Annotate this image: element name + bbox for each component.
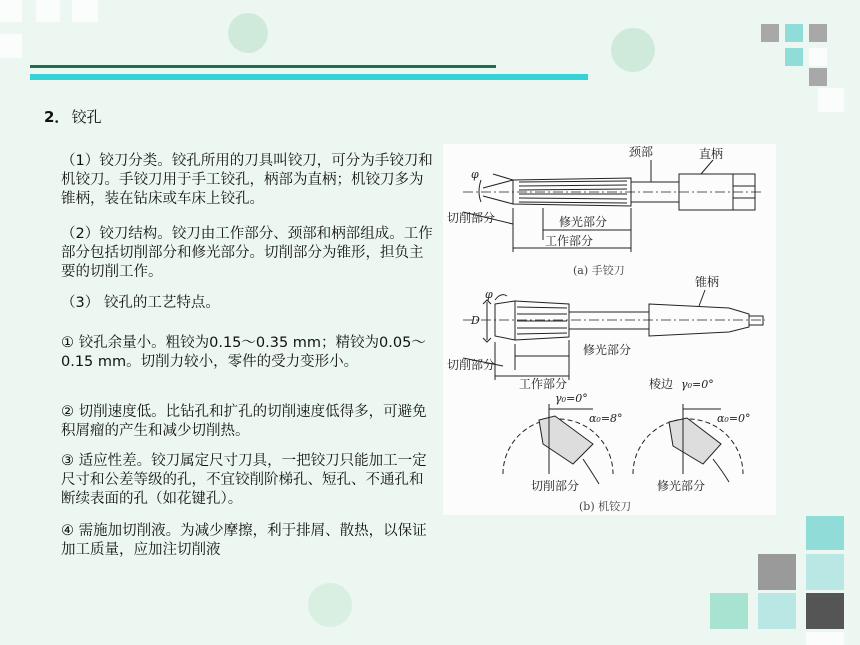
- paragraph-poor-adaptability: ③ 适应性差。铰刀属定尺寸刀具，一把铰刀只能加工一定尺寸和公差等级的孔，不宜铰削阶梯孔、短孔、不通孔和断续表面的孔（如花键孔）。: [61, 453, 427, 507]
- label-rake-left: γ₀=0°: [555, 392, 588, 405]
- deco-circle: [611, 28, 655, 72]
- label-margin: 棱边: [649, 377, 674, 391]
- deco-square: [710, 593, 748, 629]
- deco-square: [806, 554, 844, 590]
- paragraph-cutting-fluid: ④ 需施加切削液。为减少摩擦，利于排屑、散热，以保证加工质量，应加注切削液: [61, 523, 427, 558]
- deco-square: [72, 0, 98, 22]
- title-rule-cyan: [30, 74, 588, 80]
- deco-circle: [228, 13, 268, 53]
- label-neck: 颈部: [629, 145, 654, 159]
- deco-square: [0, 34, 22, 58]
- label-angle-a: φ: [471, 168, 479, 181]
- deco-square: [758, 593, 796, 629]
- deco-square: [758, 554, 796, 590]
- section-heading: [44, 106, 101, 127]
- label-finishing-part-a: 修光部分: [559, 215, 608, 229]
- deco-circle: [308, 583, 352, 627]
- deco-square: [809, 48, 827, 66]
- paragraph-process-features: （3） 铰孔的工艺特点。: [61, 295, 220, 311]
- label-cutting-part-b: 切削部分: [447, 358, 496, 372]
- label-working-part-b: 工作部分: [519, 377, 568, 391]
- label-finishing-part-b: 修光部分: [583, 343, 632, 357]
- deco-square: [761, 24, 779, 42]
- label-clearance-left: α₀=8°: [589, 412, 623, 425]
- deco-square: [0, 0, 22, 22]
- paragraph-reamer-structure: （2）铰刀结构。铰刀由工作部分、颈部和柄部组成。工作部分包括切削部分和修光部分。切削部分为锥形，担负主要的切削工作。: [61, 226, 433, 280]
- deco-square: [806, 632, 844, 645]
- reamer-figure: [443, 144, 776, 515]
- section-title: 铰孔: [71, 108, 102, 126]
- deco-square: [806, 516, 844, 550]
- label-rake-right: γ₀=0°: [681, 378, 714, 391]
- label-taper-shank: 锥柄: [695, 275, 720, 289]
- paragraph-small-allowance: ① 铰孔余量小。粗铰为0.15～0.35 mm；精铰为0.05～0.15 mm。切削力较小，零件的受力变形小。: [61, 335, 426, 370]
- deco-square: [806, 593, 844, 629]
- deco-square: [36, 0, 60, 22]
- caption-machine-reamer: (b) 机铰刀: [579, 500, 632, 513]
- label-straight-shank: 直柄: [699, 147, 724, 161]
- deco-square: [818, 88, 844, 112]
- label-cutting-part-a: 切削部分: [447, 211, 496, 225]
- reamer-diagram: [443, 144, 776, 515]
- title-rule-dark: [30, 65, 496, 68]
- deco-square: [809, 24, 827, 42]
- label-angle-b: φ: [485, 288, 493, 301]
- label-section-cutting: 切削部分: [531, 479, 580, 493]
- label-working-part-a: 工作部分: [545, 234, 594, 248]
- caption-hand-reamer: (a) 手铰刀: [573, 264, 625, 277]
- paragraph-low-speed: ② 切削速度低。比钻孔和扩孔的切削速度低得多，可避免积屑瘤的产生和减少切削热。: [61, 404, 427, 439]
- label-clearance-right: α₀=0°: [717, 412, 751, 425]
- label-section-finishing: 修光部分: [657, 479, 706, 493]
- deco-square: [809, 68, 827, 86]
- paragraph-reamer-types: （1）铰刀分类。铰孔所用的刀具叫铰刀，可分为手铰刀和机铰刀。手铰刀用于手工铰孔，柄部为直柄；机铰刀多为锥柄，装在钻床或车床上铰孔。: [61, 153, 433, 207]
- deco-square: [785, 24, 803, 42]
- deco-square: [785, 48, 803, 66]
- section-number: 2．: [44, 108, 70, 126]
- label-diameter: D: [471, 314, 480, 327]
